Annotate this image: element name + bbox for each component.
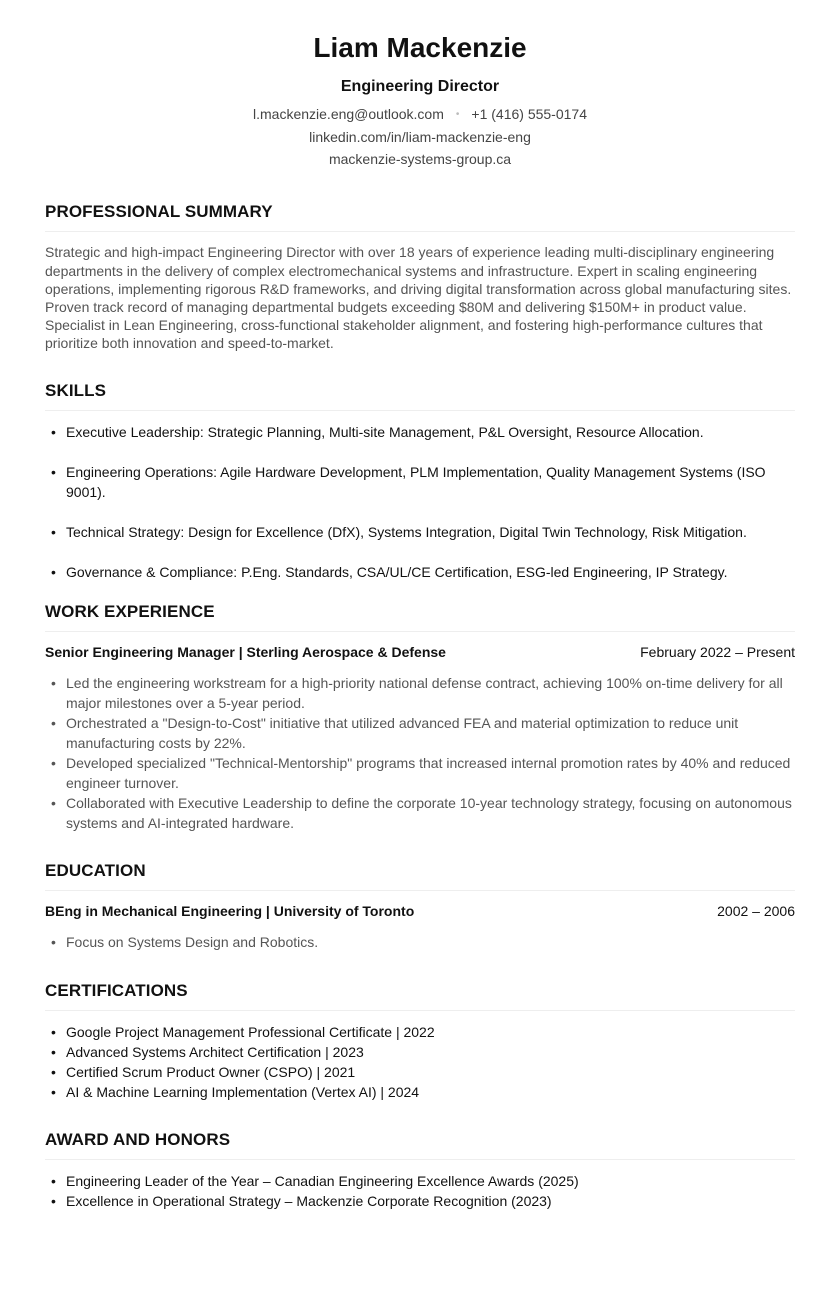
certification-text: AI & Machine Learning Implementation (Vertex AI) | 2024 <box>66 1083 420 1100</box>
education-bullets <box>45 932 795 952</box>
award-text: Engineering Leader of the Year – Canadian Engineering Excellence Awards (2025) <box>66 1172 579 1189</box>
experience-heading: WORK EXPERIENCE <box>45 601 795 632</box>
bullet-icon: • <box>51 1043 56 1060</box>
certifications-list <box>45 1022 795 1102</box>
list-item <box>45 1191 795 1211</box>
summary-section <box>45 201 795 352</box>
bullet-icon: • <box>51 463 56 480</box>
contact-separator: • <box>455 109 460 121</box>
certification-text: Certified Scrum Product Owner (CSPO) | 2021 <box>66 1063 356 1080</box>
bullet-icon: • <box>51 1023 56 1040</box>
email-link[interactable]: l.mackenzie.eng@outlook.com <box>253 106 444 122</box>
list-item <box>45 673 795 713</box>
achievement-text: Led the engineering workstream for a high-priority national defense contract, achieving 100% on-time delivery for all major milestones over a 5-year period. <box>66 674 783 711</box>
education-dates: 2002 – 2006 <box>717 902 795 919</box>
bullet-icon: • <box>51 933 56 950</box>
list-item <box>45 932 795 952</box>
list-item <box>45 562 795 582</box>
achievement-text: Orchestrated a "Design-to-Cost" initiative that utilized advanced FEA and material optimization to reduce unit manufacturing costs by 22%. <box>66 714 739 751</box>
awards-list <box>45 1171 795 1211</box>
list-item <box>45 1042 795 1062</box>
skills-list <box>45 422 795 582</box>
list-item <box>45 422 795 442</box>
achievement-text: Collaborated with Executive Leadership to define the corporate 10-year technology strategy, focusing on autonomous systems and AI-integrated hardware. <box>66 794 792 831</box>
certification-text: Advanced Systems Architect Certification | 2023 <box>66 1043 364 1060</box>
education-heading: EDUCATION <box>45 860 795 891</box>
linkedin-link[interactable]: linkedin.com/in/liam-mackenzie-eng <box>309 129 531 146</box>
degree-and-school: BEng in Mechanical Engineering | University of Toronto <box>45 902 415 919</box>
phone-number[interactable]: +1 (416) 555-0174 <box>471 106 587 122</box>
bullet-icon: • <box>51 1063 56 1080</box>
bullet-icon: • <box>51 1172 56 1189</box>
skill-text: Executive Leadership: Strategic Planning, Multi-site Management, P&L Oversight, Resource Allocation. <box>66 423 704 440</box>
experience-header <box>45 643 795 661</box>
employment-dates: February 2022 – Present <box>640 643 795 660</box>
skill-text: Governance & Compliance: P.Eng. Standards, CSA/UL/CE Certification, ESG-led Engineering, IP Strategy. <box>66 563 728 580</box>
list-item <box>45 522 795 542</box>
award-text: Excellence in Operational Strategy – Mackenzie Corporate Recognition (2023) <box>66 1192 552 1209</box>
list-item <box>45 1022 795 1042</box>
list-item <box>45 793 795 833</box>
certifications-section <box>45 980 795 1102</box>
bullet-icon: • <box>51 714 56 731</box>
bullet-icon: • <box>51 754 56 771</box>
contact-row <box>45 103 795 126</box>
education-detail: Focus on Systems Design and Robotics. <box>66 933 319 950</box>
awards-heading: AWARD AND HONORS <box>45 1129 795 1160</box>
skill-text: Technical Strategy: Design for Excellence (DfX), Systems Integration, Digital Twin Technology, Risk Mitigation. <box>66 523 747 540</box>
job-title: Engineering Director <box>340 78 500 95</box>
experience-section <box>45 601 795 833</box>
experience-bullets <box>45 673 795 833</box>
bullet-icon: • <box>51 674 56 691</box>
bullet-icon: • <box>51 563 56 580</box>
bullet-icon: • <box>51 794 56 811</box>
summary-heading: PROFESSIONAL SUMMARY <box>45 201 795 232</box>
role-and-company: Senior Engineering Manager | Sterling Aerospace & Defense <box>45 643 446 660</box>
awards-section <box>45 1129 795 1211</box>
list-item <box>45 1171 795 1191</box>
list-item <box>45 462 795 502</box>
list-item <box>45 1062 795 1082</box>
candidate-name: Liam Mackenzie <box>313 32 527 63</box>
education-header <box>45 902 795 920</box>
bullet-icon: • <box>51 1192 56 1209</box>
bullet-icon: • <box>51 523 56 540</box>
list-item <box>45 1082 795 1102</box>
certification-text: Google Project Management Professional Certificate | 2022 <box>66 1023 435 1040</box>
skills-section <box>45 380 795 582</box>
achievement-text: Developed specialized "Technical-Mentorship" programs that increased internal promotion rates by 40% and reduced engineer turnover. <box>66 754 791 791</box>
list-item <box>45 753 795 793</box>
skills-heading: SKILLS <box>45 380 795 411</box>
summary-text: Strategic and high-impact Engineering Director with over 18 years of experience leading multi-disciplinary engineering departments in the delivery of complex electromechanical systems and infrastructure. Expert in scaling engineering operations, implementing rigorous R&D frameworks, and driving digital transformation across global manufacturing sites. Proven track record of managing departmental budgets exceeding $80M and delivering $150M+ in product value. Specialist in Lean Engineering, cross-functional stakeholder alignment, and fostering high-performance cultures that prioritize both innovation and speed-to-market. <box>45 244 792 352</box>
list-item <box>45 713 795 753</box>
website-link[interactable]: mackenzie-systems-group.ca <box>328 151 512 168</box>
bullet-icon: • <box>51 423 56 440</box>
skill-text: Engineering Operations: Agile Hardware Development, PLM Implementation, Quality Management Systems (ISO 9001). <box>66 463 766 500</box>
certifications-heading: CERTIFICATIONS <box>45 980 795 1011</box>
education-section <box>45 860 795 952</box>
bullet-icon: • <box>51 1083 56 1100</box>
